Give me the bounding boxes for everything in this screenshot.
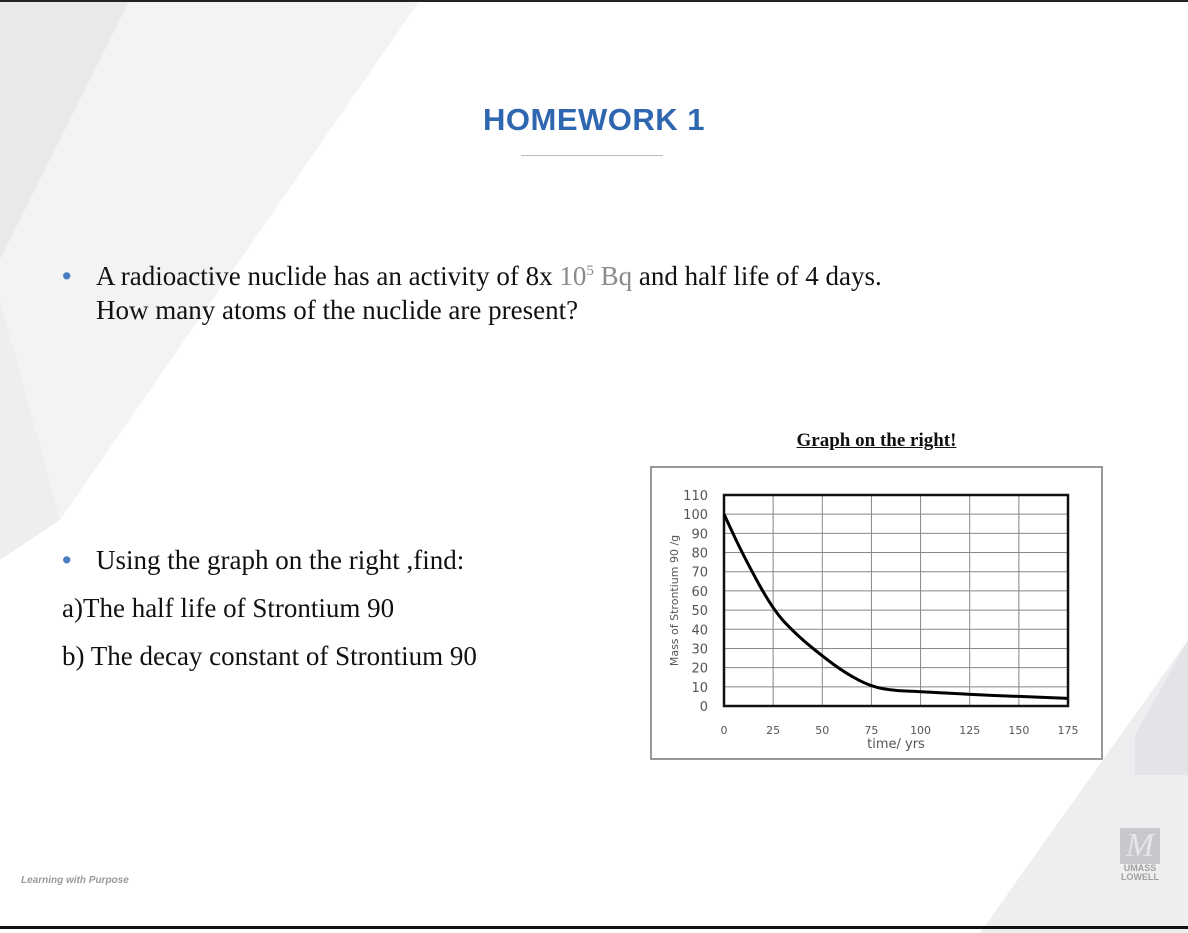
q1-line2: How many atoms of the nuclide are present? [96, 295, 579, 325]
bottom-border [0, 926, 1188, 929]
bullet: • [62, 545, 72, 575]
y-tick-label: 20 [691, 661, 708, 677]
x-tick-label: 75 [864, 724, 879, 737]
question-2 [62, 536, 477, 680]
x-axis-label: time/ yrs [867, 737, 925, 752]
y-tick-label: 30 [691, 642, 708, 658]
title-divider [521, 155, 663, 156]
y-tick-label: 40 [691, 623, 708, 639]
x-tick-label: 0 [720, 724, 728, 737]
q2-part-a: a)The half life of Strontium 90 [62, 593, 395, 623]
decay-chart [650, 466, 1103, 760]
q1-text-after: and half life of 4 days. [632, 261, 882, 291]
q2-intro: Using the graph on the right ,find: [96, 545, 465, 575]
x-tick-label: 150 [1008, 724, 1030, 737]
y-tick-label: 110 [683, 489, 708, 504]
x-tick-label: 100 [910, 724, 932, 737]
y-tick-label: 60 [691, 584, 708, 600]
tagline: Learning with Purpose [21, 875, 129, 886]
chart-title: Graph on the right! [796, 430, 957, 451]
umass-lowell-logo: M UMASS LOWELL [1121, 827, 1159, 882]
q1-power: $10^5$ Bq [559, 261, 633, 291]
x-tick-label: 175 [1057, 724, 1079, 737]
y-tick-label: 90 [691, 527, 708, 543]
y-tick-label: 10 [691, 680, 708, 696]
y-tick-label: 80 [691, 546, 708, 562]
y-tick-label: 100 [683, 508, 708, 524]
top-border [0, 0, 1188, 2]
question-1 [62, 254, 882, 327]
y-tick-label: 50 [691, 604, 708, 620]
q1-text: A radioactive nuclide has an activity of 8x [96, 261, 560, 291]
chart-frame [651, 467, 1102, 759]
x-tick-label: 25 [766, 724, 781, 737]
y-tick-label: 0 [699, 700, 708, 715]
x-tick-label: 125 [959, 724, 981, 737]
q2-part-b: b) The decay constant of Strontium 90 [62, 641, 477, 671]
x-tick-label: 50 [815, 724, 830, 737]
y-axis-label: Mass of Strontium 90 /g [668, 534, 681, 667]
bullet: • [62, 261, 72, 291]
slide-title: HOMEWORK 1 [483, 102, 705, 137]
y-tick-label: 70 [691, 565, 708, 581]
